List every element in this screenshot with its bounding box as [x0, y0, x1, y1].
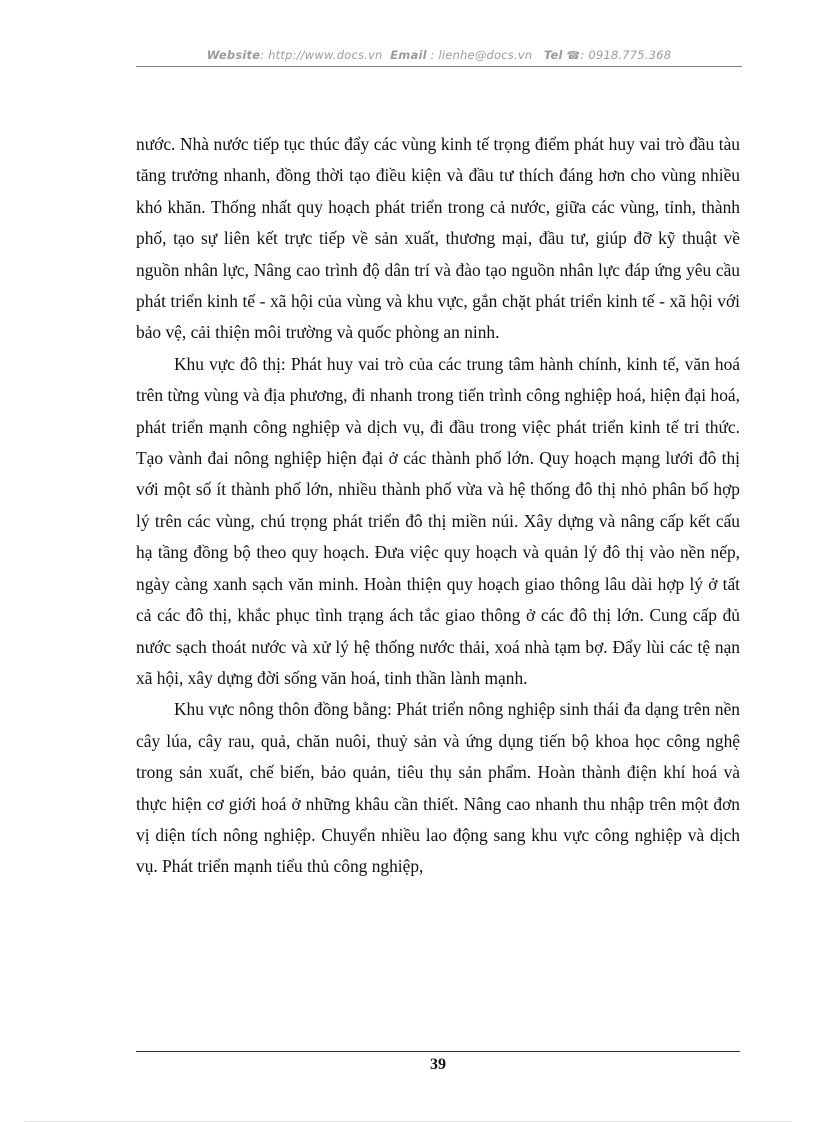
paragraph-continuation: nước. Nhà nước tiếp tục thúc đẩy các vùng kinh tế trọng điểm phát huy vai trò đầu tàu tăng trưởng nhanh, đồng thời tạo điều kiện và đầu tư thích đáng hơn cho vùng nhiều khó khăn. Thống nhất quy hoạch phát triển trong cả nước, giữa các vùng, tỉnh, thành phố, tạo sự liên kết trực tiếp về sản xuất, thương mại, đầu tư, giúp đỡ kỹ thuật về nguồn nhân lực, Nâng cao trình độ dân trí và đào tạo nguồn nhân lực đáp ứng yêu cầu phát triển kinh tế - xã hội của vùng và khu vực, gắn chặt phát triển kinh tế - xã hội với bảo vệ, cải thiện môi trường và quốc phòng an ninh.	[136, 134, 740, 343]
email-label: Email	[390, 48, 427, 62]
footer-divider	[136, 1051, 740, 1052]
page-header	[136, 48, 742, 62]
paragraph-rural-delta: Khu vực nông thôn đồng bằng: Phát triển nông nghiệp sinh thái đa dạng trên nền cây lúa, cây rau, quả, chăn nuôi, thuỷ sản và ứng dụng tiến bộ khoa học công nghệ trong sản xuất, chế biến, bảo quản, tiêu thụ sản phẩm. Hoàn thành điện khí hoá và thực hiện cơ giới hoá ở những khâu cần thiết. Nâng cao nhanh thu nhập trên một đơn vị diện tích nông nghiệp. Chuyển nhiều lao động sang khu vực công nghiệp và dịch vụ. Phát triển mạnh tiểu thủ công nghiệp,	[136, 699, 740, 877]
paragraph-urban-areas: Khu vực đô thị: Phát huy vai trò của các trung tâm hành chính, kinh tế, văn hoá trên từng vùng và địa phương, đi nhanh trong tiến trình công nghiệp hoá, hiện đại hoá, phát triển mạnh công nghiệp và dịch vụ, đi đầu trong việc phát triển kinh tế tri thức. Tạo vành đai nông nghiệp hiện đại ở các thành phố lớn. Quy hoạch mạng lưới đô thị với một số ít thành phố lớn, nhiều thành phố vừa và hệ thống đô thị nhỏ phân bố hợp lý trên các vùng, chú trọng phát triển đô thị miền núi. Xây dựng và nâng cấp kết cấu hạ tầng đồng bộ theo quy hoạch. Đưa việc quy hoạch và quản lý đô thị vào nền nếp, ngày càng xanh sạch văn minh. Hoàn thiện quy hoạch giao thông lâu dài hợp lý ở tất cả các đô thị, khắc phục tình trạng ách tắc giao thông ở các đô thị lớn. Cung cấp đủ nước sạch thoát nước và xử lý hệ thống nước thải, xoá nhà tạm bợ. Đẩy lùi các tệ nạn xã hội, xây dựng đời sống văn hoá, tinh thần lành mạnh.	[136, 353, 740, 688]
website-url[interactable]: : http://www.docs.vn	[260, 48, 383, 62]
page-number: 39	[430, 1056, 446, 1073]
page-edge-dotted-line	[24, 1121, 792, 1122]
tel-number: : 0918.775.368	[580, 48, 672, 62]
header-divider	[136, 66, 742, 67]
email-address[interactable]: : lienhe@docs.vn	[426, 48, 533, 62]
document-body	[136, 129, 740, 883]
website-label: Website	[206, 48, 261, 62]
tel-label: Tel	[543, 48, 563, 62]
phone-icon: ☎	[566, 49, 581, 62]
